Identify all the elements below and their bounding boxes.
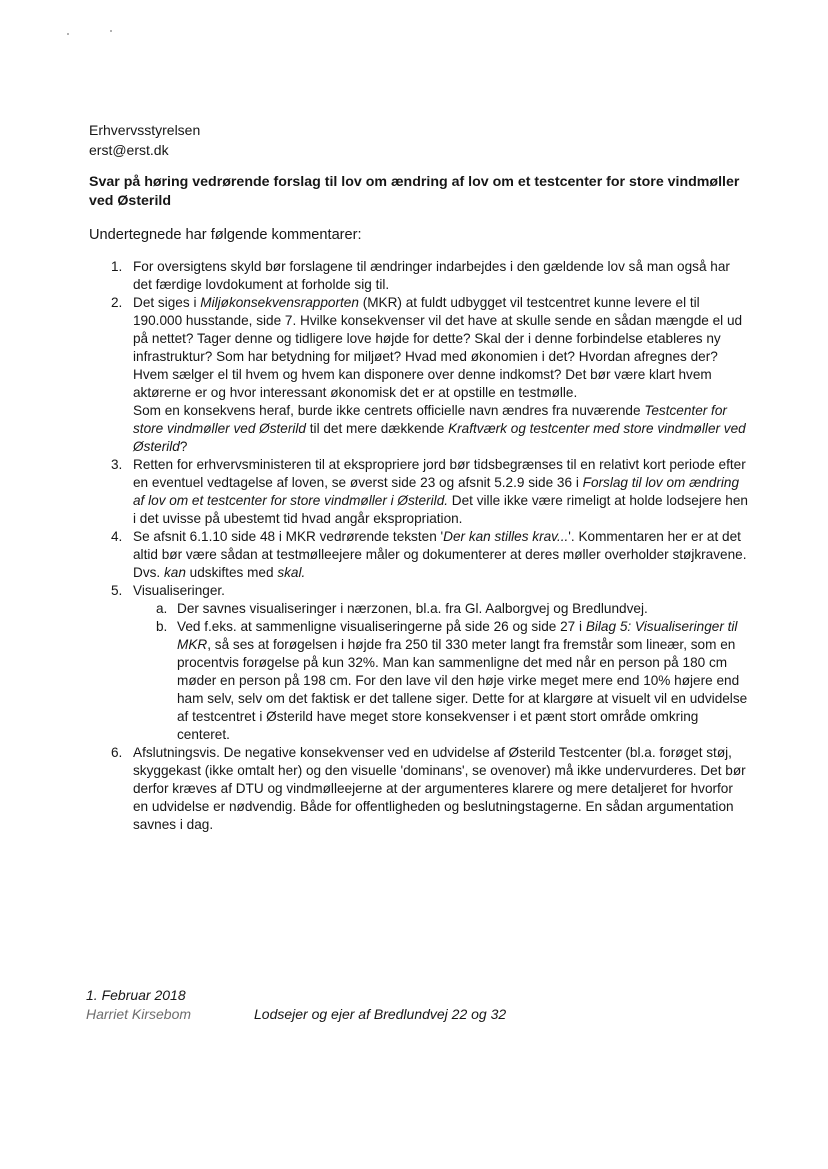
item-text: Visualiseringer. [133,583,225,598]
recipient-org: Erhvervsstyrelsen [89,122,201,138]
text-run: (MKR) at fuldt udbygget vil testcentret kunne levere el til 190.000 husstande, side 7. Hvilke konsekvenser vil det have at skulle sende en sådan mængde el ud på nettet? Tager denne og tidligere love højde for dette? Skal der i denne forbindelse etableres ny infrastruktur? Som har betydning for miljøet? Hvad med økonomien i det? Hvordan afregnes der? Hvem sælger el til hvem og hvem kan disponere over denne indkomst? Det bør være klart hvem aktørerne er og hvor interessant økonomisk det er at opstille en testmølle. [133,295,743,400]
list-item [89,528,749,582]
list-item [89,456,749,528]
italic-text: kan [163,565,186,580]
item-number: 2. [111,295,123,310]
item-number: 5. [111,583,123,598]
sub-item-letter: a. [156,601,168,616]
item-text [133,294,749,402]
letter-date: 1. Februar 2018 [86,987,186,1003]
italic-text: Testcenter for store vindmøller ved Østerild [133,403,727,436]
text-run: '. Kommentaren her er at det altid bør være sådan at testmølleejere måler og dokumenterer at deres møller overholder støjkravene. Dvs. [133,529,747,580]
item-number: 1. [111,259,123,274]
recipient-block [89,120,200,160]
italic-text: Miljøkonsekvensrapporten [200,295,359,310]
scan-speck [110,30,112,32]
italic-text: skal. [277,565,306,580]
item-text [133,528,749,582]
sub-item-text [177,618,749,744]
list-item [89,582,749,744]
item-text: Afslutningsvis. De negative konsekvenser ved en udvidelse af Østerild Testcenter (bl.a. forøget støj, skyggekast (ikke omtalt her) og den visuelle 'dominans', se ovenover) må ikke undervurderes. Det bør derfor kræves af DTU og vindmølleejerne at der argumenteres klarere og mere detaljeret for hvorfor en udvidelse er nødvendig. Både for offentligheden og beslutningstagerne. En sådan argumentation savnes i dag. [133,745,746,832]
text-run: , så ses at forøgelsen i højde fra 250 til 330 meter langt fra fremstår som lineær, som en procentvis forøgelse på kun 32%. Man kan sammenligne det med når en person på 180 cm møder en person på 198 cm. For den lave vil den høje virke meget mere end 10% højere end ham selv, selv om det faktisk er det tallene siger. Dette for at klargøre at visuelt vil en udvidelse af testcentret i Østerild have meget store konsekvenser i et pænt stort område omkring centeret. [177,637,748,742]
sub-item-text: Der savnes visualiseringer i nærzonen, bl.a. fra Gl. Aalborgvej og Bredlundvej. [177,601,648,616]
text-run: Som en konsekvens heraf, burde ikke centrets officielle navn ændres fra nuværende [133,403,645,418]
text-run: udskiftes med [185,565,278,580]
recipient-email: erst@erst.dk [89,142,169,158]
scan-speck [67,33,69,35]
text-run: Retten for erhvervsministeren til at ekspropriere jord bør tidsbegrænses til en relativt kort periode efter en eventuel vedtagelse af loven, se øverst side 23 og afsnit 5.2.9 side 36 i [133,457,746,490]
list-item [89,294,749,456]
item-text [133,456,749,528]
item-number: 6. [111,745,123,760]
text-run: Det siges i [133,295,201,310]
italic-text: Forslag til lov om ændring af lov om et testcenter for store vindmøller i Østerild. [133,475,740,508]
italic-text: Kraftværk og testcenter med store vindmøller ved Østerild [133,421,746,454]
item-text: For oversigtens skyld bør forslagene til ændringer indarbejdes i den gældende lov så man også har det færdige lovdokument at forholde sig til. [133,259,730,292]
letter-intro: Undertegnede har følgende kommentarer: [89,227,362,243]
text-run: til det mere dækkende [306,421,449,436]
italic-text: Bilag 5: Visualiseringer til MKR [177,619,738,652]
list-item [89,258,749,294]
sub-list-item [133,600,749,618]
letter-subject: Svar på høring vedrørende forslag til lov om ændring af lov om et testcenter for store vindmøller ved Østerild [89,174,740,209]
text-run: Ved f.eks. at sammenligne visualiseringerne på side 26 og side 27 i [177,619,586,634]
sub-item-letter: b. [156,619,168,634]
list-item [89,744,749,834]
sub-list [133,600,749,744]
italic-text: Der kan stilles krav... [443,529,569,544]
text-run: Se afsnit 6.1.10 side 48 i MKR vedrørende teksten ' [133,529,444,544]
sub-list-item [133,618,749,744]
text-run: ? [179,439,188,454]
text-run: Det ville ikke være rimeligt at holde lodsejere hen i det uvisse på ubestemt tid hvad angår ekspropriation. [133,493,748,526]
signer-role: Lodsejer og ejer af Bredlundvej 22 og 32 [254,1006,507,1022]
item-number: 4. [111,529,123,544]
signer-name: Harriet Kirsebom [86,1006,192,1022]
item-number: 3. [111,457,123,472]
item-text [133,402,749,456]
comment-list [89,258,749,834]
